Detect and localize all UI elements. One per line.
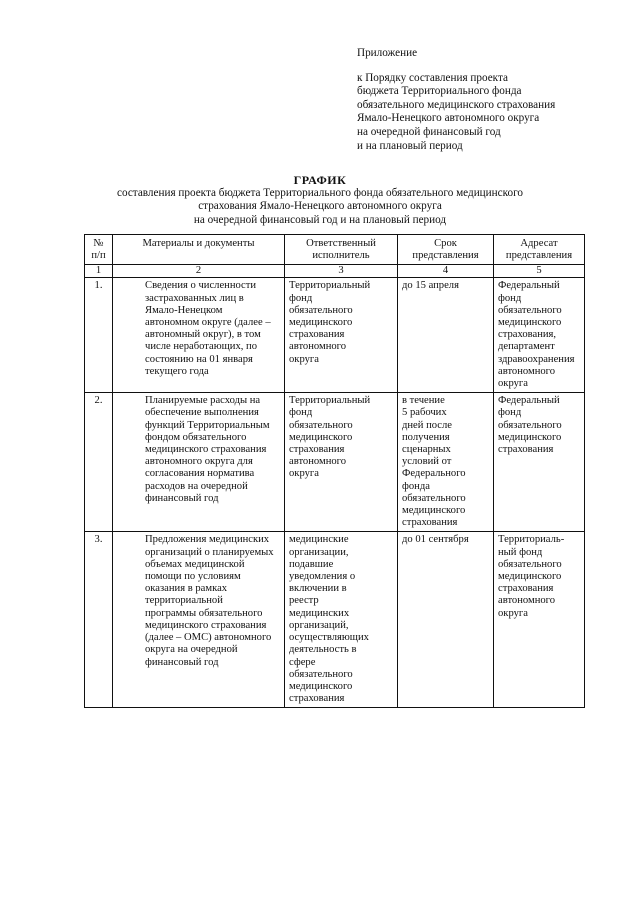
cell-line: получения [402, 431, 450, 443]
cell-line: округа на очередной [145, 644, 238, 656]
cell-line: медицинских [289, 607, 350, 619]
row-addressee [494, 278, 585, 393]
cell-line: медицинского [289, 317, 353, 329]
cell-line: 5 рабочих [402, 407, 447, 419]
cell-line: автономного округа для [145, 456, 253, 468]
cell-line: организаций, [289, 619, 349, 631]
row-number: 1. [85, 278, 113, 393]
cell-line: обеспечение выполнения [145, 407, 259, 419]
cell-line: автономного [498, 595, 556, 607]
cell-line: обязательного [289, 668, 353, 680]
cell-line: Федеральный [498, 395, 560, 407]
cell-line: округа [289, 468, 319, 480]
cell-line: ный фонд [498, 546, 543, 558]
header-text: Материалы и документы [142, 238, 255, 249]
cell-line: помощи по условиям [145, 571, 241, 583]
cell-line: здравоохранения [498, 353, 575, 365]
cell-line: округа [498, 607, 528, 619]
cell-line: обязательного [498, 558, 562, 570]
document-subtitle-line: на очередной финансовый год и на плановый период [193, 213, 447, 226]
row-executor [285, 278, 398, 393]
column-number-row [85, 265, 585, 278]
cell-line: в течение [402, 395, 445, 407]
header-deadline [398, 235, 494, 265]
cell-line: состоянию на 01 января [145, 353, 253, 365]
cell-line: Территориальный [289, 280, 371, 292]
header-text: Ответственный [306, 238, 376, 249]
cell-line: застрахованных лиц в [145, 292, 244, 304]
cell-line: Планируемые расходы на [145, 395, 261, 407]
cell-line: территориальной [145, 595, 223, 607]
cell-line: фонд [498, 407, 522, 419]
cell-line: медицинского [498, 431, 562, 443]
row-deadline [398, 532, 494, 708]
cell-line: автономного [498, 365, 556, 377]
cell-line: включении в [289, 583, 347, 595]
cell-line: фондом обязательного [145, 431, 247, 443]
header-number [85, 235, 113, 265]
cell-line: подавшие [289, 558, 334, 570]
cell-line: дней после [402, 419, 452, 431]
cell-line: страхования [498, 583, 554, 595]
document-subtitle-line: страхования Ямало-Ненецкого автономного округа [198, 200, 442, 213]
cell-line: автономном округе (далее – [145, 317, 271, 329]
cell-line: медицинского [498, 571, 562, 583]
table-row [85, 393, 585, 532]
cell-line: страхования [402, 517, 458, 529]
cell-line: страхования, [498, 329, 557, 341]
header-executor [285, 235, 398, 265]
cell-line: до 01 сентября [402, 534, 469, 546]
cell-line: фонд [498, 292, 522, 304]
cell-line: финансовый год [145, 656, 219, 668]
row-deadline [398, 278, 494, 393]
column-number: 3 [285, 265, 398, 278]
cell-line: автономного [289, 456, 347, 468]
cell-line: медицинские [289, 534, 349, 546]
cell-line: округа [289, 353, 319, 365]
table-row [85, 278, 585, 393]
header-text: Срок [434, 238, 457, 249]
header-text: представления [412, 250, 479, 262]
cell-line: согласования норматива [145, 468, 255, 480]
cell-line: страхования [498, 444, 554, 456]
cell-line: Федерального [402, 468, 466, 480]
appendix-line: бюджета Территориального фонда [357, 85, 522, 98]
column-number: 2 [113, 265, 285, 278]
header-addressee [494, 235, 585, 265]
cell-line: объемах медицинской [145, 558, 245, 570]
cell-line: фонд [289, 407, 313, 419]
cell-line: организаций о планируемых [145, 546, 274, 558]
appendix-line: к Порядку составления проекта [357, 71, 508, 84]
cell-line: медицинского [289, 431, 353, 443]
table-header-row [85, 235, 585, 265]
row-addressee [494, 393, 585, 532]
cell-line: страхования [289, 444, 345, 456]
cell-line: округа [498, 378, 528, 390]
appendix-line: Ямало-Ненецкого автономного округа [357, 112, 540, 125]
row-materials [113, 393, 285, 532]
column-number: 5 [494, 265, 585, 278]
cell-line: автономного [289, 341, 347, 353]
cell-line: сфере [289, 656, 316, 668]
header-text: Адресат [520, 238, 558, 249]
cell-line: страхования [289, 693, 345, 705]
row-number: 3. [85, 532, 113, 708]
cell-line: медицинского [498, 317, 562, 329]
column-number: 1 [85, 265, 113, 278]
cell-line: деятельность в [289, 644, 357, 656]
header-text: представления [505, 250, 573, 262]
cell-line: условий от [402, 456, 452, 468]
cell-line: организации, [289, 546, 349, 558]
row-deadline [398, 393, 494, 532]
appendix-line: на очередной финансовый год [357, 125, 501, 138]
cell-line: медицинского страхования [145, 444, 267, 456]
cell-line: Территориаль- [498, 534, 565, 546]
cell-line: финансовый год [145, 492, 219, 504]
cell-line: Сведения о численности [145, 280, 257, 292]
cell-line: расходов на очередной [145, 480, 248, 492]
cell-line: обязательного [289, 304, 353, 316]
cell-line: Предложения медицинских [145, 534, 270, 546]
appendix-line: обязательного медицинского страхования [357, 98, 556, 111]
cell-line: обязательного [402, 492, 466, 504]
cell-line: числе неработающих, по [145, 341, 258, 353]
column-number: 4 [398, 265, 494, 278]
cell-line: обязательного [498, 419, 562, 431]
document-heading [0, 173, 640, 227]
cell-line: страхования [289, 329, 345, 341]
row-addressee [494, 532, 585, 708]
document-title: ГРАФИК [293, 173, 347, 187]
cell-line: фонд [289, 292, 313, 304]
row-executor [285, 393, 398, 532]
header-text: № [93, 238, 104, 249]
cell-line: департамент [498, 341, 555, 353]
cell-line: медицинского [289, 680, 353, 692]
cell-line: Федеральный [498, 280, 560, 292]
row-executor [285, 532, 398, 708]
appendix-header [357, 47, 555, 153]
row-materials [113, 532, 285, 708]
cell-line: уведомления о [289, 571, 356, 583]
cell-line: оказания в рамках [145, 583, 228, 595]
header-materials [113, 235, 285, 265]
cell-line: текущего года [145, 365, 209, 377]
row-number: 2. [85, 393, 113, 532]
cell-line: Ямало-Ненецком [145, 304, 223, 316]
cell-line: функций Территориальным [145, 419, 270, 431]
cell-line: обязательного [289, 419, 353, 431]
table-row [85, 532, 585, 708]
cell-line: автономный округ), в том [145, 329, 261, 341]
header-text: п/п [91, 250, 106, 262]
header-text: исполнитель [312, 250, 370, 262]
row-materials [113, 278, 285, 393]
cell-line: до 15 апреля [402, 280, 459, 292]
document-subtitle-line: составления проекта бюджета Территориального фонда обязательного медицинского [117, 187, 523, 199]
cell-line: (далее – ОМС) автономного [145, 632, 272, 644]
cell-line: обязательного [498, 304, 562, 316]
schedule-table [84, 234, 585, 708]
cell-line: Территориальный [289, 395, 371, 407]
cell-line: медицинского [402, 505, 466, 517]
cell-line: сценарных [402, 444, 451, 456]
appendix-line: и на плановый период [357, 139, 463, 152]
cell-line: фонда [402, 480, 430, 492]
cell-line: программы обязательного [145, 607, 263, 619]
cell-line: реестр [289, 595, 319, 607]
cell-line: осуществляющих [289, 632, 369, 644]
appendix-title: Приложение [357, 47, 418, 59]
cell-line: медицинского страхования [145, 619, 267, 631]
